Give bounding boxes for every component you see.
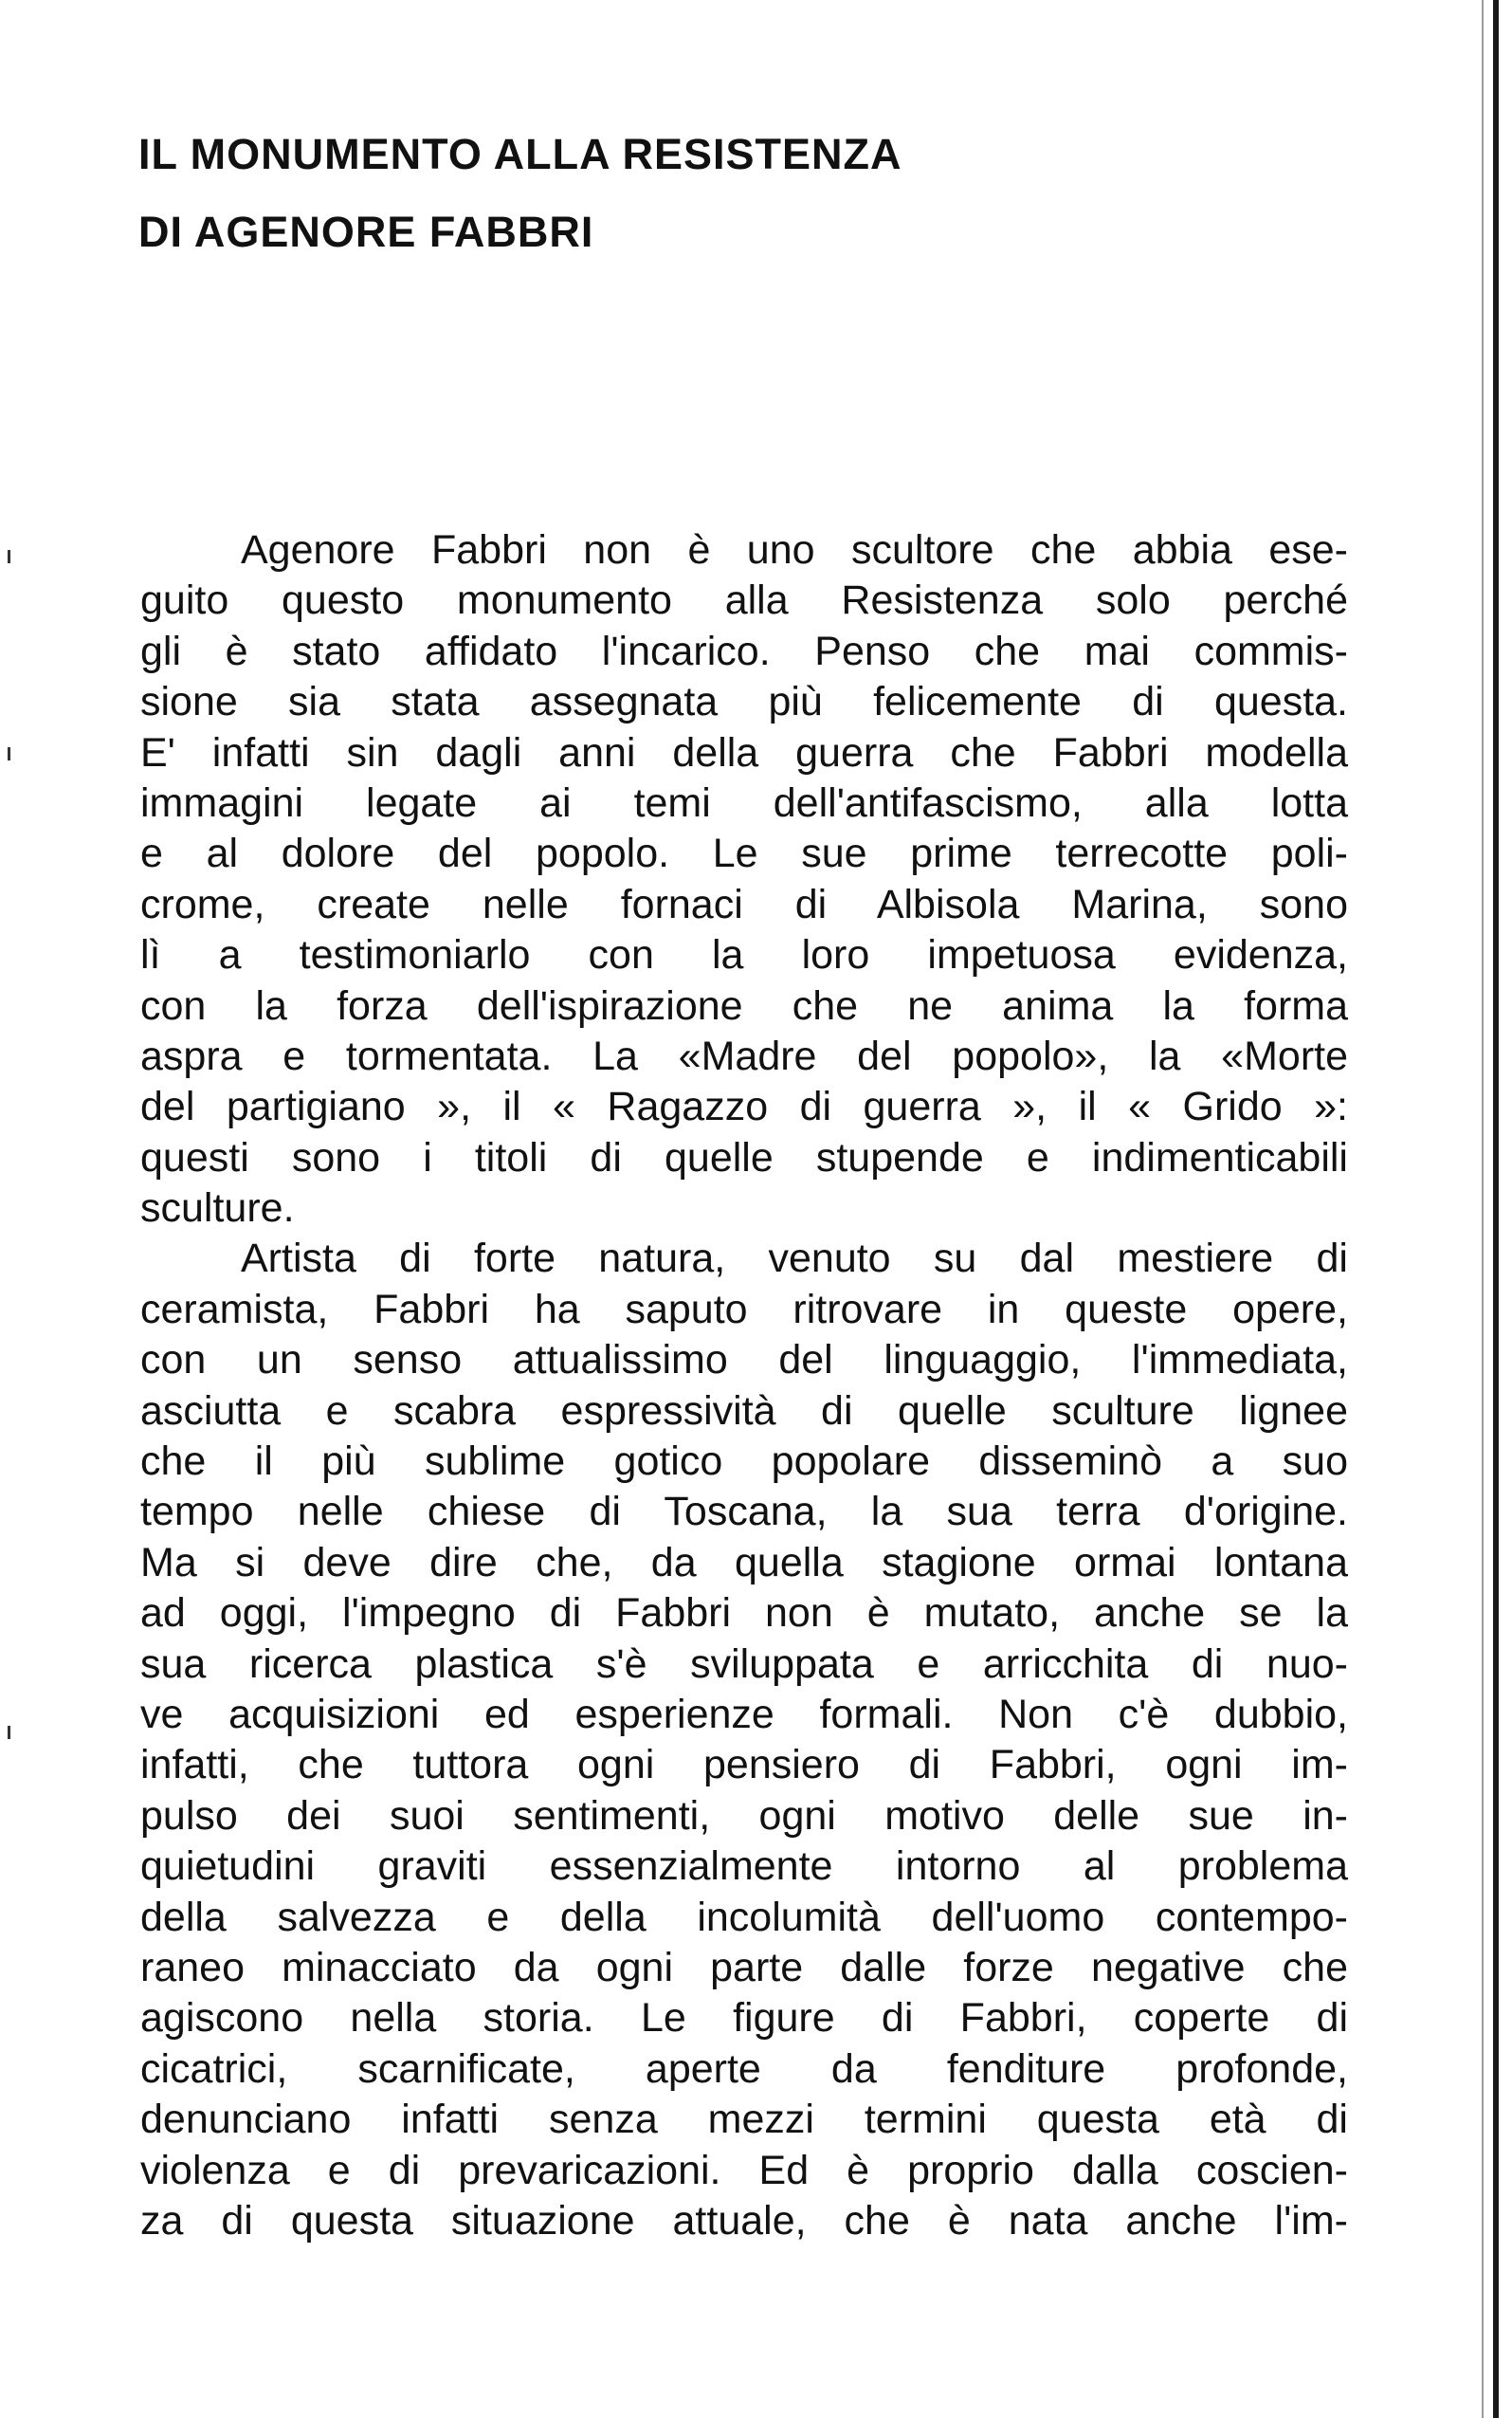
- page-edge-light: [1482, 0, 1484, 2418]
- text-line: ceramista, Fabbri ha saputo ritrovare in queste opere,: [140, 1286, 1348, 1332]
- text-line: con un senso attualissimo del linguaggio, l'immediata,: [140, 1337, 1348, 1383]
- text-line: con la forza dell'ispirazione che ne anima la forma: [140, 982, 1348, 1029]
- text-line: raneo minacciato da ogni parte dalle forze negative che: [140, 1944, 1348, 1990]
- text-line: della salvezza e della incolumità dell'uomo contempo-: [140, 1894, 1348, 1940]
- text-line: immagini legate ai temi dell'antifascismo, alla lotta: [140, 779, 1348, 826]
- text-line: Artista di forte natura, venuto su dal mestiere di: [241, 1236, 1348, 1282]
- margin-mark: [8, 550, 10, 563]
- text-line: ve acquisizioni ed esperienze formali. Non c'è dubbio,: [140, 1691, 1348, 1737]
- text-line: pulso dei suoi sentimenti, ogni motivo delle sue in-: [140, 1792, 1348, 1839]
- text-line: ad oggi, l'impegno di Fabbri non è mutato, anche se la: [140, 1590, 1348, 1637]
- text-line: quietudini graviti essenzialmente intorno al problema: [140, 1843, 1348, 1890]
- text-line: infatti, che tuttora ogni pensiero di Fabbri, ogni im-: [140, 1742, 1348, 1788]
- text-line: guito questo monumento alla Resistenza solo perché: [140, 577, 1348, 624]
- text-line: aspra e tormentata. La «Madre del popolo», la «Morte: [140, 1033, 1348, 1079]
- text-line: che il più sublime gotico popolare disseminò a suo: [140, 1438, 1348, 1485]
- margin-mark: [8, 747, 10, 760]
- page-title: [138, 116, 1276, 271]
- text-line: tempo nelle chiese di Toscana, la sua terra d'origine.: [140, 1489, 1348, 1535]
- text-line: crome, create nelle fornaci di Albisola Marina, sono: [140, 881, 1348, 927]
- text-line: Ma si deve dire che, da quella stagione ormai lontana: [140, 1539, 1348, 1585]
- paragraph-2: [140, 1234, 1348, 2246]
- text-line: sculture.: [140, 1185, 295, 1232]
- text-line: sione sia stata assegnata più felicemente di questa.: [140, 679, 1348, 725]
- text-line: gli è stato affidato l'incarico. Penso che mai commis-: [140, 628, 1348, 674]
- text-line: asciutta e scabra espressività di quelle sculture lignee: [140, 1387, 1348, 1434]
- page-edge-dark: [1493, 0, 1499, 2418]
- text-line: Agenore Fabbri non è uno scultore che abbia ese-: [241, 527, 1348, 573]
- text-line: e al dolore del popolo. Le sue prime terrecotte poli-: [140, 831, 1348, 877]
- title-line: IL MONUMENTO ALLA RESISTENZA: [138, 130, 902, 178]
- text-line: del partigiano », il « Ragazzo di guerra », il « Grido »:: [140, 1084, 1348, 1130]
- text-line: E' infatti sin dagli anni della guerra che Fabbri modella: [140, 729, 1348, 776]
- text-line: sua ricerca plastica s'è sviluppata e arricchita di nuo-: [140, 1640, 1348, 1687]
- text-line: cicatrici, scarnificate, aperte da fenditure profonde,: [140, 2045, 1348, 2092]
- text-line: za di questa situazione attuale, che è nata anche l'im-: [140, 2197, 1348, 2244]
- text-line: violenza e di prevaricazioni. Ed è proprio dalla coscien-: [140, 2147, 1348, 2193]
- paragraph-1: [140, 525, 1348, 1234]
- text-line: denunciano infatti senza mezzi termini questa età di: [140, 2097, 1348, 2143]
- article-body: [140, 525, 1348, 2246]
- title-line: DI AGENORE FABBRI: [138, 208, 594, 256]
- text-line: agiscono nella storia. Le figure di Fabbri, coperte di: [140, 1995, 1348, 2042]
- text-line: questi sono i titoli di quelle stupende e indimenticabili: [140, 1134, 1348, 1181]
- text-line: lì a testimoniarlo con la loro impetuosa evidenza,: [140, 932, 1348, 979]
- margin-mark: [8, 1726, 10, 1739]
